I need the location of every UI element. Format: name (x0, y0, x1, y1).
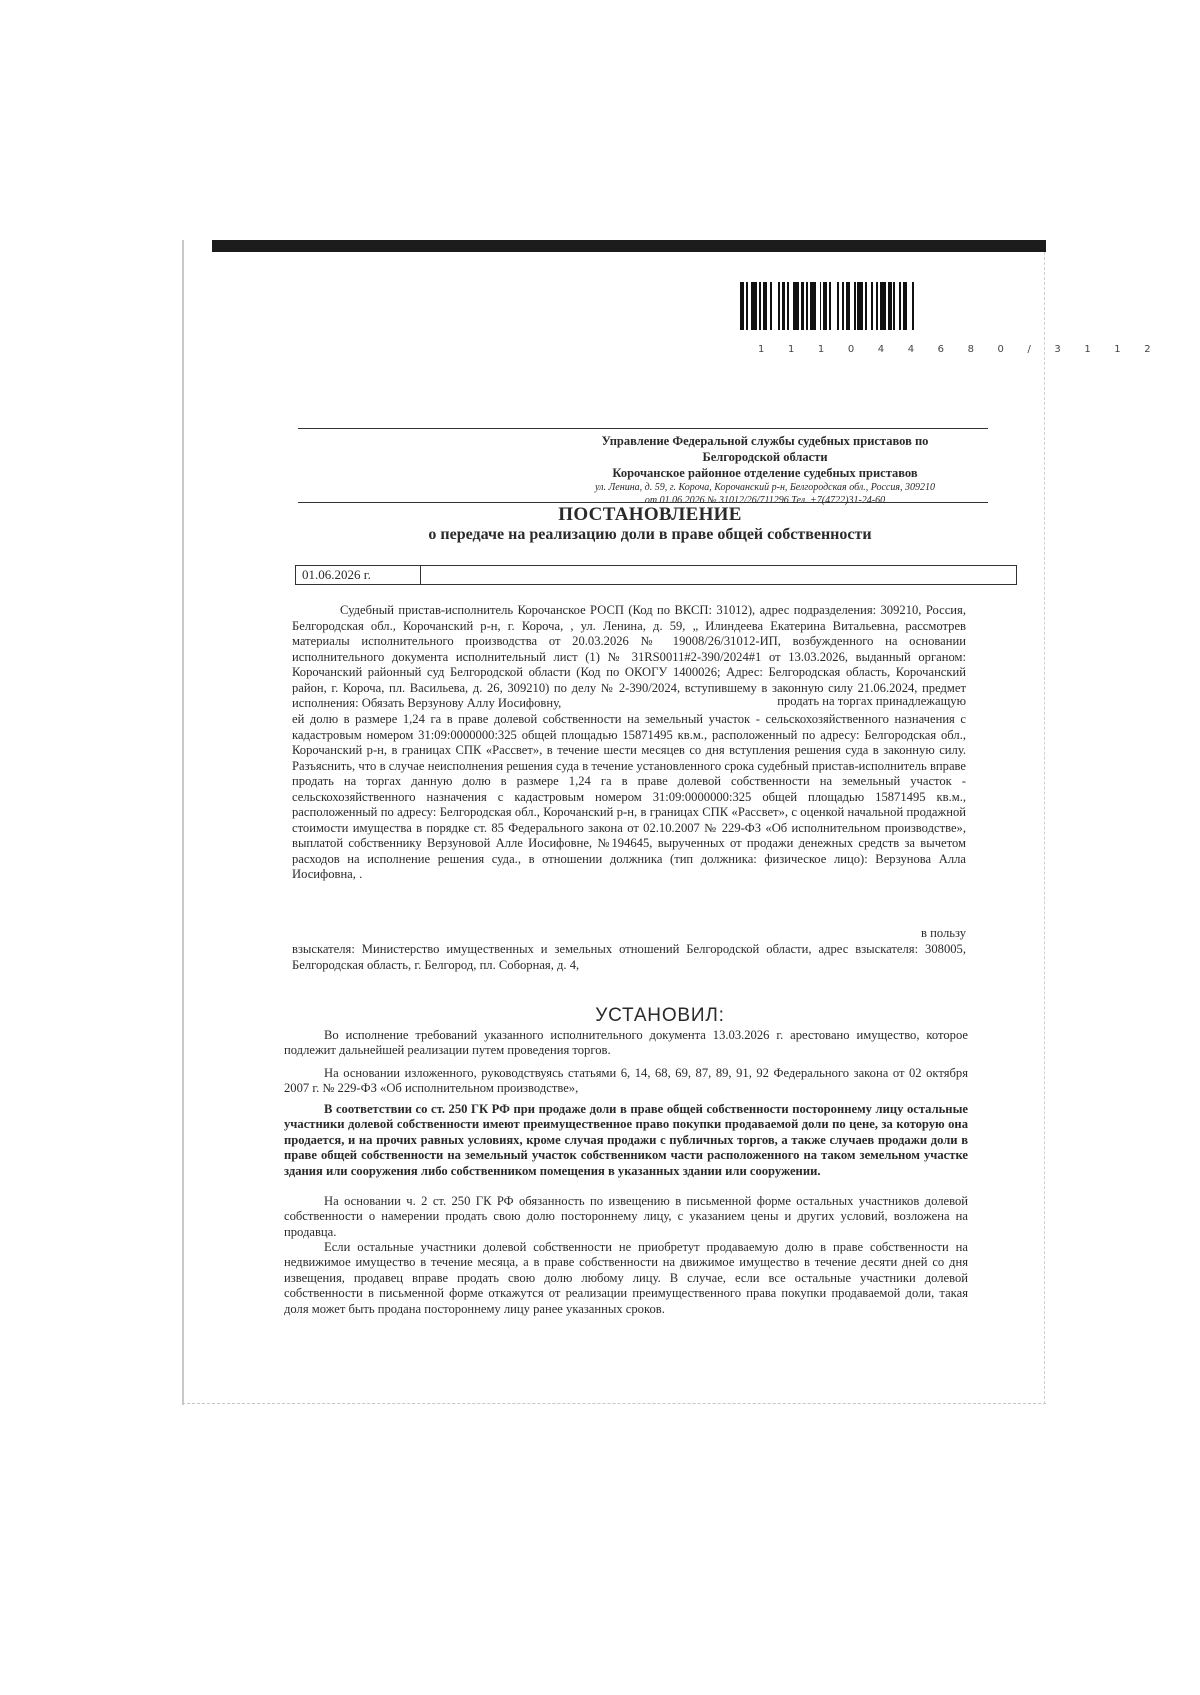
section-heading: УСТАНОВИЛ: (595, 1005, 725, 1026)
document-date: 01.06.2026 г. (296, 566, 421, 584)
issuer-reference: от 01.06.2026 № 31012/26/711296 Тел. +7(4722)31-24-60 (644, 495, 886, 506)
intro-paragraph-cont: ей долю в размере 1,24 га в праве долевой собственности на земельный участок - сельскохозяйственного назначения с кадастровым номером 31:09:0000000:325 общей площадью 15871495 кв.м., расположенный по адресу: Белгородская обл., Корочанский р-н, в границах СПК «Рассвет», в течение шести месяцев со дня вступления решения суда в законную силу. Разъяснить, что в случае неисполнения решения суда в течение установленного срока судебный пристав-исполнитель вправе продать на торгах данную долю в размере 1,24 га в праве долевой собственности на земельный участок - сельскохозяйственного назначения с кадастровым номером 31:09:0000000:325 общей площадью 15871495 кв.м., расположенный по адресу: Белгородская обл., Корочанский р-н, в границах СПК «Рассвет», с оценкой начальной продажной стоимости имущества в порядке ст. 85 Федерального закона от 02.10.2007 № 229-ФЗ «Об исполнительном производстве», выплатой собственнику Верзуновой Алле Иосифовне, №194645, вырученных от продажи денежных средств за вычетом расходов на исполнение решения суда., в отношении должника (тип должника: физическое лицо): Верзунова Алла Иосифовна, . (292, 712, 966, 881)
issuer-line-3: Корочанское районное отделение судебных приставов (612, 466, 918, 480)
scan-left-edge (182, 240, 216, 1405)
in-favor-line: в пользу (920, 926, 966, 940)
issuer-line-2: Белгородской области (702, 450, 828, 464)
barcode-digits: 1 1 1 0 4 4 6 8 0 / 3 1 1 2 (758, 344, 1161, 355)
issuer-header (545, 433, 985, 507)
claimant-paragraph: взыскателя: Министерство имущественных и земельных отношений Белгородской области, адрес взыскателя: 308005, Белгородская область, г. Белгород, пл. Соборная, д. 4, (292, 942, 966, 972)
body-paragraph-3: В соответствии со ст. 250 ГК РФ при продаже доли в праве общей собственности постороннему лицу остальные участники долевой собственности имеют преимущественное право покупки продаваемой доли по цене, за которую она продается, и на прочих равных условиях, кроме случая продажи с публичных торгов, а также случаев продажи доли в праве общей собственности на земельный участок собственником части расположенного на таком земельном участке здания или сооружения либо собственником помещения в указанных здании или сооружении. (284, 1102, 968, 1178)
scan-bottom-edge (182, 1403, 1046, 1404)
scan-top-edge (212, 240, 1046, 252)
body-paragraph-2: На основании изложенного, руководствуясь статьями 6, 14, 68, 69, 87, 89, 91, 92 Федерального закона от 02 октября 2007 г. № 229-ФЗ «Об исполнительном производстве», (284, 1066, 968, 1096)
barcode (740, 282, 1004, 330)
date-box (295, 565, 1017, 585)
body-paragraph-4: На основании ч. 2 ст. 250 ГК РФ обязанность по извещению в письменной форме остальных участников долевой собственности о намерении продать свою долю постороннему лицу, с указанием цены и других условий, возложена на продавца. (284, 1194, 968, 1239)
intro-paragraph: Судебный пристав-исполнитель Корочанское РОСП (Код по ВКСП: 31012), адрес подразделения: 309210, Россия, Белгородская обл., Корочанский р-н, г. Короча, , ул. Ленина, д. 59, „ Илиндеева Екатерина Витальевна, рассмотрев материалы исполнительного производства от 20.03.2026 № 19008/26/31012-ИП, возбужденного на основании исполнительного документа исполнительный лист (1) № 31RS0011#2-390/2024#1 от 13.03.2026, выданный органом: Корочанский районный суд Белгородской области (Код по ОКОГУ 1400026; Адрес: Белгородская область, Корочанский район, г. Короча, пл. Васильева, д. 26, 309210) по делу № 2-390/2024, вступившему в законную силу 21.06.2024, предмет исполнения: Обязать Верзунову Аллу Иосифовну, (292, 603, 966, 710)
body-paragraph-5: Если остальные участники долевой собственности не приобретут продаваемую долю в праве собственности на недвижимое имущество в течение месяца, а в праве собственности на движимое имущество в течение десяти дней со дня извещения, продавец вправе продать свою долю любому лицу. В случае, если все остальные участники долевой собственности в письменной форме откажутся от реализации преимущественного права покупки продаваемой доли, такая доля может быть продана постороннему лицу ранее указанных сроков. (284, 1240, 968, 1316)
scan-right-edge (1044, 252, 1045, 1404)
body-paragraph-1: Во исполнение требований указанного исполнительного документа 13.03.2026 г. арестовано имущество, которое подлежит дальнейшей реализации путем проведения торгов. (284, 1028, 968, 1058)
intro-right-line: продать на торгах принадлежащую (777, 694, 966, 708)
document-subtitle: о передаче на реализацию доли в праве общей собственности (428, 526, 872, 543)
issuer-address: ул. Ленина, д. 59, г. Короча, Корочанский р-н, Белгородская обл., Россия, 309210 (595, 482, 935, 493)
header-bottom-rule (298, 502, 988, 503)
document-title: ПОСТАНОВЛЕНИЕ (558, 504, 742, 525)
header-top-rule (298, 428, 988, 429)
issuer-line-1: Управление Федеральной службы судебных приставов по (601, 434, 929, 448)
